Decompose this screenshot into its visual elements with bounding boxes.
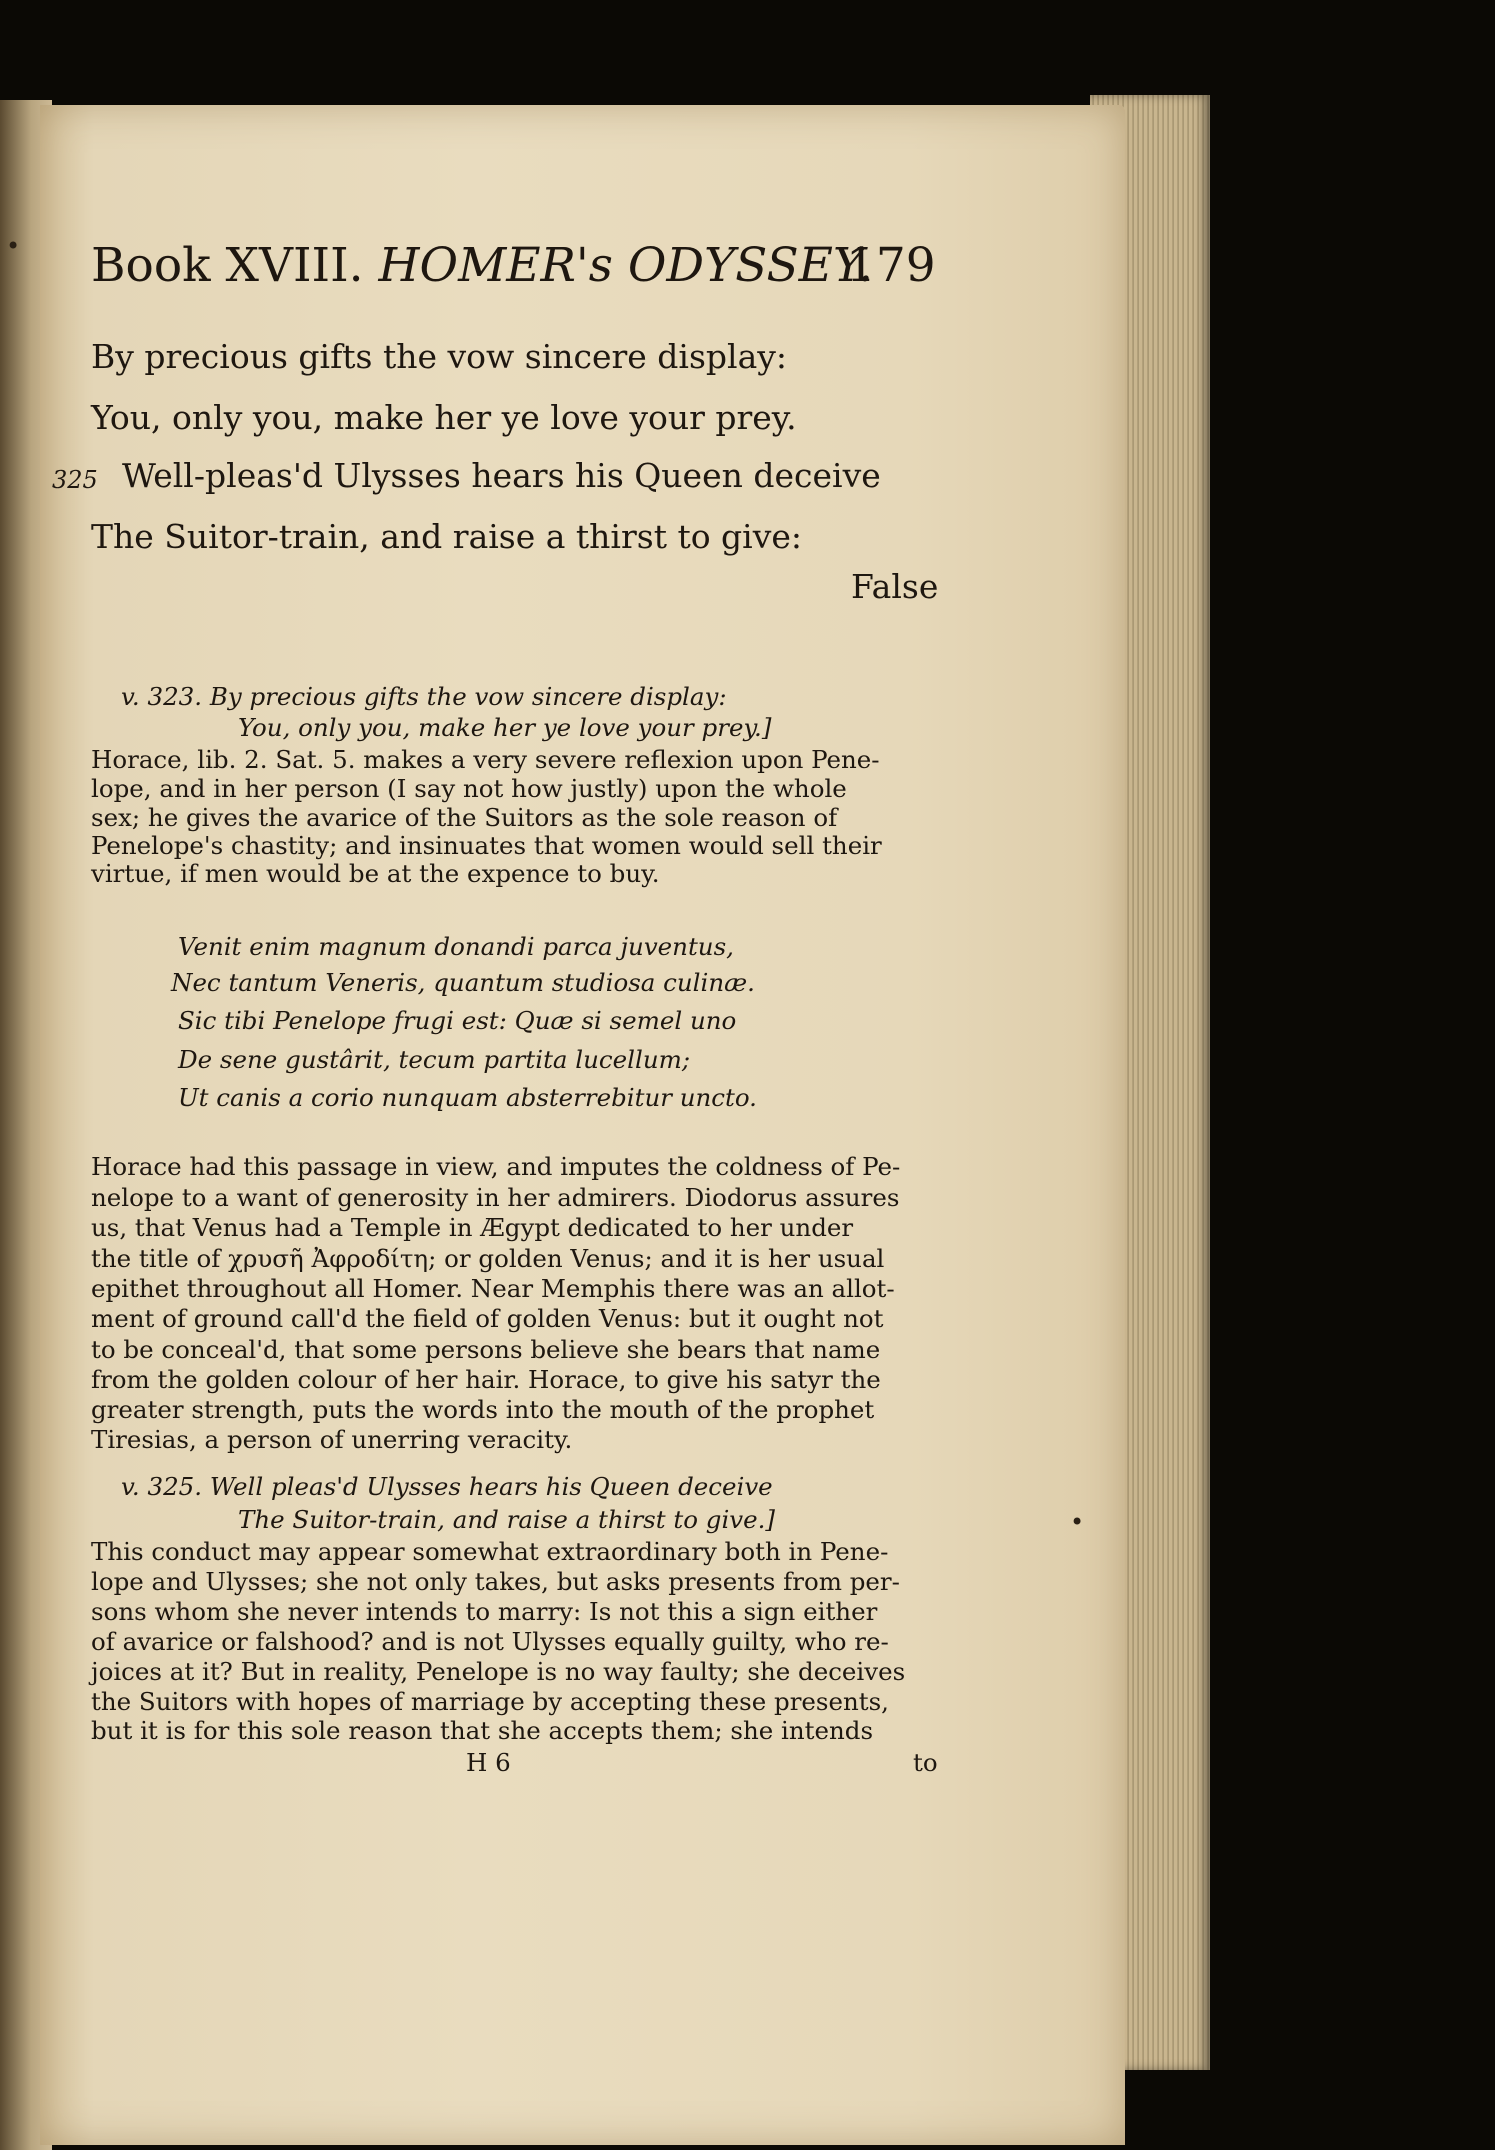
note-line: lope, and in her person (I say not how justly) upon the whole bbox=[91, 774, 847, 803]
margin-dot: • bbox=[1070, 1508, 1085, 1536]
verse-line: By precious gifts the vow sincere display: bbox=[91, 337, 788, 376]
note-line: Horace, lib. 2. Sat. 5. makes a very severe reflexion upon Pene- bbox=[91, 745, 880, 774]
work-title: HOMER's ODYSSEY. bbox=[378, 238, 873, 293]
note-line: lope and Ulysses; she not only takes, but asks presents from per- bbox=[91, 1567, 900, 1596]
note-lemma: The Suitor-train, and raise a thirst to give.] bbox=[238, 1505, 775, 1534]
note-line: This conduct may appear somewhat extraordinary both in Pene- bbox=[91, 1537, 889, 1566]
note-line: Penelope's chastity; and insinuates that women would sell their bbox=[91, 831, 882, 860]
running-head bbox=[91, 238, 936, 293]
latin-quote-line: Venit enim magnum donandi parca juventus, bbox=[178, 932, 734, 961]
signature-mark: H 6 bbox=[466, 1748, 511, 1777]
note-line: Tiresias, a person of unerring veracity. bbox=[91, 1425, 573, 1454]
note-line: nelope to a want of generosity in her admirers. Diodorus assures bbox=[91, 1183, 900, 1212]
footer-catchword: to bbox=[913, 1748, 938, 1777]
page-number: 179 bbox=[846, 238, 936, 293]
note-line: the title of χρυσῆ Ἀφροδίτη; or golden Venus; and it is her usual bbox=[91, 1244, 885, 1273]
note-line: ment of ground call'd the field of golden Venus: but it ought not bbox=[91, 1304, 884, 1333]
note-line: us, that Venus had a Temple in Ægypt dedicated to her under bbox=[91, 1213, 854, 1242]
note-line: but it is for this sole reason that she accepts them; she intends bbox=[91, 1716, 874, 1745]
latin-quote-line: Nec tantum Veneris, quantum studiosa culinæ. bbox=[171, 968, 755, 997]
note-line: from the golden colour of her hair. Horace, to give his satyr the bbox=[91, 1365, 881, 1394]
note-line: the Suitors with hopes of marriage by accepting these presents, bbox=[91, 1687, 889, 1716]
note-lemma: You, only you, make her ye love your prey.] bbox=[238, 713, 772, 742]
latin-quote-line: Sic tibi Penelope frugi est: Quæ si semel uno bbox=[178, 1006, 737, 1035]
verse-line: You, only you, make her ye love your prey. bbox=[91, 398, 797, 437]
note-line: to be conceal'd, that some persons believe she bears that name bbox=[91, 1335, 881, 1364]
line-number: 325 bbox=[52, 466, 98, 494]
note-line: greater strength, puts the words into the mouth of the prophet bbox=[91, 1395, 875, 1424]
note-lemma: v. 323. By precious gifts the vow sincere display: bbox=[121, 682, 727, 711]
note-lemma: v. 325. Well pleas'd Ulysses hears his Queen deceive bbox=[121, 1472, 773, 1501]
note-line: virtue, if men would be at the expence to buy. bbox=[91, 859, 660, 888]
note-line: epithet throughout all Homer. Near Memphis there was an allot- bbox=[91, 1274, 895, 1303]
verse-line: Well-pleas'd Ulysses hears his Queen deceive bbox=[122, 456, 881, 495]
note-line: sons whom she never intends to marry: Is not this a sign either bbox=[91, 1597, 878, 1626]
note-line: Horace had this passage in view, and imputes the coldness of Pe- bbox=[91, 1152, 901, 1181]
note-line: joices at it? But in reality, Penelope is no way faulty; she deceives bbox=[91, 1657, 906, 1686]
catchword: False bbox=[851, 567, 939, 606]
note-line: of avarice or falshood? and is not Ulysses equally guilty, who re- bbox=[91, 1627, 889, 1656]
verse-line: The Suitor-train, and raise a thirst to give: bbox=[91, 517, 803, 556]
note-line: sex; he gives the avarice of the Suitors as the sole reason of bbox=[91, 803, 838, 832]
book-label: Book XVIII. bbox=[91, 238, 364, 293]
margin-dot: • bbox=[6, 232, 21, 260]
latin-quote-line: Ut canis a corio nunquam absterrebitur uncto. bbox=[178, 1083, 757, 1112]
latin-quote-line: De sene gustârit, tecum partita lucellum; bbox=[178, 1045, 691, 1074]
